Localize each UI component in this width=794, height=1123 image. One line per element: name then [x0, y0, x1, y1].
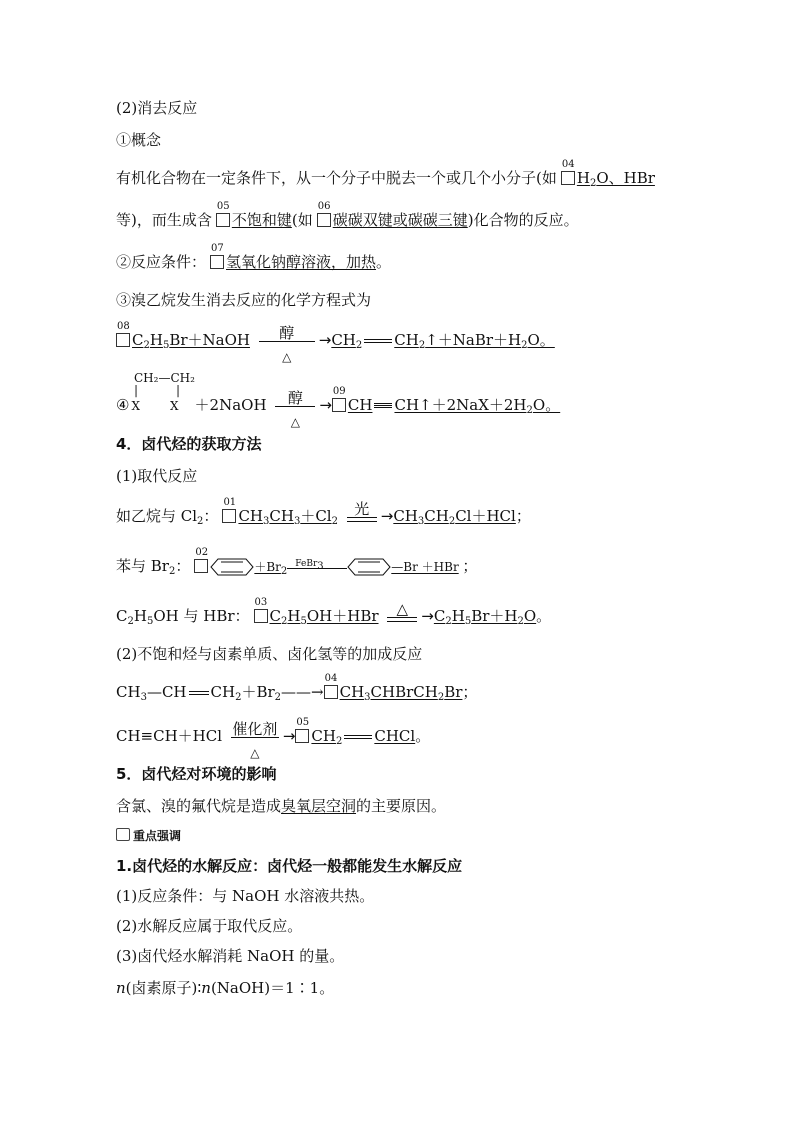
section-5-heading: 5．卤代烃对环境的影响: [116, 765, 277, 783]
hydrolysis-point-2: (2)水解反应属于取代反应。: [116, 917, 303, 935]
environment-text: 含氯、溴的氟代烷是造成臭氧层空洞的主要原因。: [116, 797, 447, 815]
equation-ethane-chlorine: 如乙烷与 $Cl_2$： 01 $CH_3CH_3+Cl_2$ 光 $\to CH_3CH_2Cl+HCl$；: [116, 497, 531, 527]
addition-heading: (2)不饱和烃与卤素单质、卤化氢等的加成反应: [116, 645, 423, 663]
section-elimination-title: (2)消去反应: [116, 99, 198, 117]
equation-intro: ③溴乙烷发生消去反应的化学方程式为: [116, 291, 372, 309]
benzene-ring-icon: [210, 558, 254, 576]
equation-acetylene-hcl: CH≡CH＋HCl 催化剂 △ → 05 $CH_2$ CHCl。: [116, 717, 431, 760]
blank-marker: 01: [222, 509, 236, 523]
blank-marker: 03: [254, 609, 268, 623]
reaction-condition: 醇 △: [275, 396, 315, 416]
equation-propene-bromine: $CH_3—CH$ $CH_2+Br_2——\to$ 04 $CH_3CHBrCH_2Br$；: [116, 673, 478, 703]
blank-marker: 04: [324, 685, 338, 699]
hydrolysis-heading: 1.卤代烃的水解反应：卤代烃一般都能发生水解反应: [116, 857, 463, 875]
concept-text-line2: 等)，而生成含 05 不饱和键(如 06 碳碳双键或碳碳三键)化合物的反应。: [116, 201, 579, 229]
blank-marker: 07: [210, 255, 224, 269]
reaction-condition-line: ②反应条件： 07 氢氧化钠醇溶液，加热。: [116, 243, 392, 271]
equation-benzene-bromine: 苯与 $Br_2$： 02 $+Br_2$ FeBr$_3$ —Br ＋HBr ；: [116, 547, 478, 577]
reaction-condition: 光: [347, 507, 377, 527]
equation-bromoethane: 08 $C_2H_5Br+NaOH$ 醇 △ $\to CH_2$ $CH_2↑+NaBr+H_2O$。: [117, 321, 555, 364]
blank-marker: 05: [295, 729, 309, 743]
substitution-heading: (1)取代反应: [116, 467, 198, 485]
hydrolysis-point-1: (1)反应条件：与 NaOH 水溶液共热。: [116, 887, 375, 905]
reaction-condition: △: [387, 607, 417, 627]
section-4-heading: 4．卤代烃的获取方法: [116, 435, 262, 453]
hydrolysis-ratio: n(卤素原子)∶n(NaOH)＝1∶1。: [116, 979, 335, 997]
hydrolysis-point-3: (3)卤代烃水解消耗 NaOH 的量。: [116, 947, 345, 965]
equation-ethanol-hbr: $C_2H_5OH$ 与 HBr： 03 $C_2H_5OH+HBr$ △ $\to C_2H_5Br+H_2O$。: [116, 597, 552, 627]
blank-marker: 04: [561, 171, 575, 185]
emphasis-label: 重点强调: [116, 826, 181, 846]
concept-heading: ①概念: [116, 131, 162, 149]
dihalide-bonds: | |: [134, 383, 181, 397]
blank-marker: 05: [216, 213, 230, 227]
equation-dihalide: ④ X X ＋2NaOH 醇 △ → 09 CH $CH↑+2NaX+2H_2O$。: [116, 386, 561, 429]
blank-marker: 02: [194, 559, 208, 573]
reaction-condition: 醇 △: [259, 331, 315, 351]
reaction-condition: 催化剂 △: [232, 720, 278, 760]
dihalide-structure-top: CH₂—CH₂: [134, 371, 195, 385]
hand-icon: [116, 828, 130, 841]
concept-text-line1: 有机化合物在一定条件下，从一个分子中脱去一个或几个小分子(如 04 $H_2O$、HBr: [116, 159, 655, 189]
blank-marker: 06: [317, 213, 331, 227]
blank-marker: 08: [116, 333, 130, 347]
blank-marker: 09: [332, 398, 346, 412]
benzene-ring-icon: [347, 558, 391, 576]
